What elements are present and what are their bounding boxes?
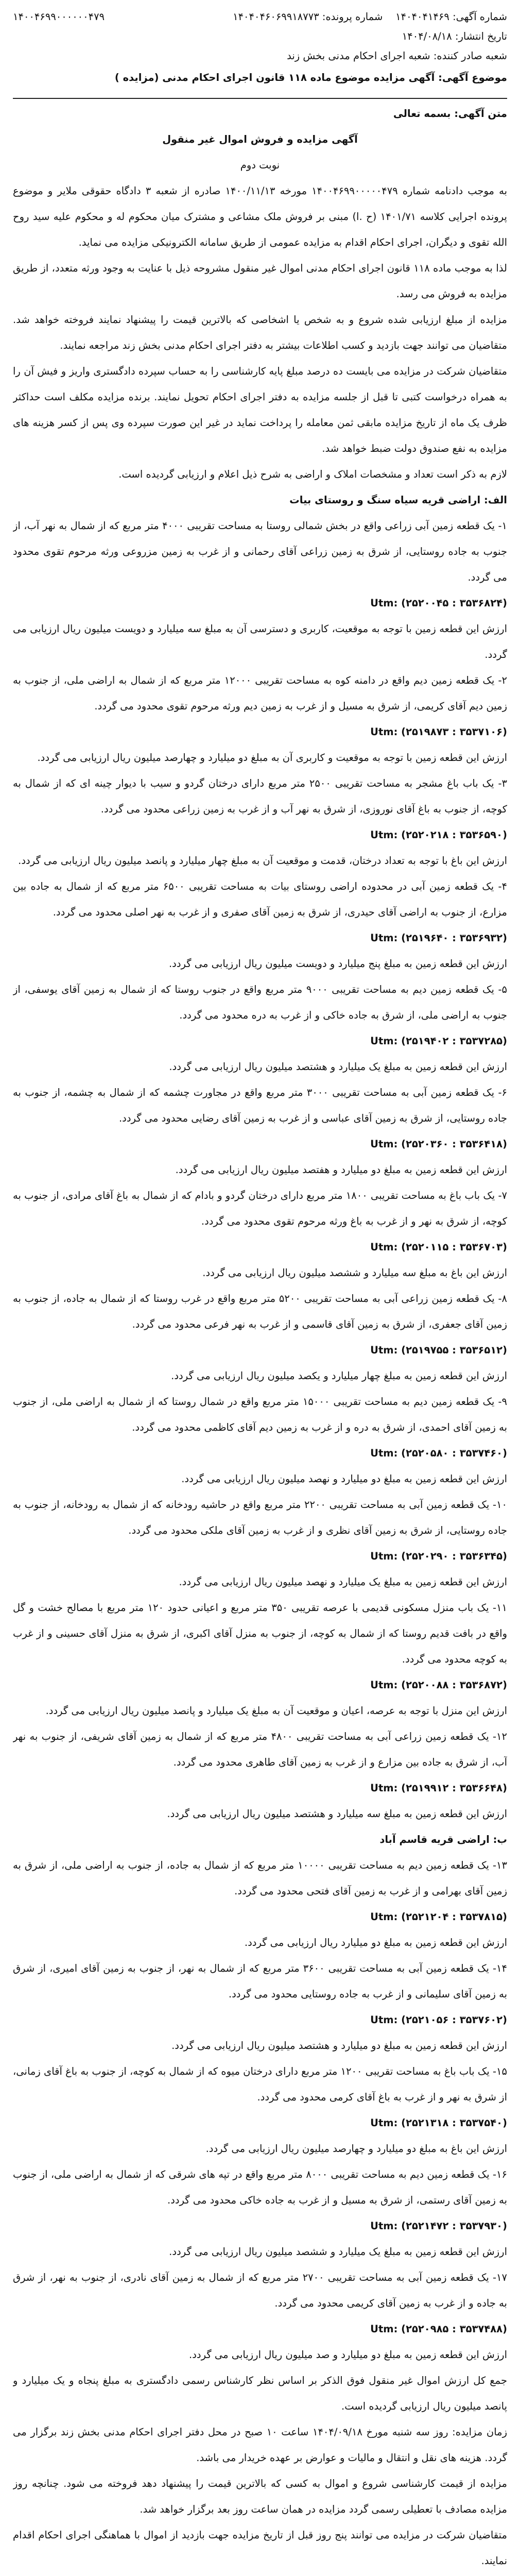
property-utm: Utm: (۲۵۲۰۳۶۰ : ۳۵۳۶۴۱۸) [370, 1138, 507, 1150]
property-utm: Utm: (۲۵۲۰۰۸۸ : ۳۵۳۶۸۷۲) [370, 1679, 507, 1691]
property-item-text: ۱- یک قطعه زمین آبی زراعی واقع در بخش شمالی روستا به مساحت تقریبی ۴۰۰۰ متر مربع که از شمال به نهر آب، از جنوب به جاده روستایی، از شرق به زمین زراعی آقای رحمانی و از غرب به زمین مزروعی ورثه مرحوم تقوی محدود می گردد. [13, 520, 507, 583]
property-utm: Utm: (۲۵۲۱۳۱۸ : ۳۵۳۷۵۴۰) [370, 2117, 507, 2129]
property-item-text: ۷- یک باب باغ به مساحت تقریبی ۱۸۰۰ متر مربع دارای درختان گردو و بادام که از شمال به باغ آقای مرادی، از جنوب به کوچه، از شرق به نهر و از غرب به باغ ورثه مرحوم تقوی محدود می گردد. [13, 1190, 507, 1227]
closing-paragraphs [13, 2368, 507, 2574]
property-item-text: ارزش این باغ با توجه به تعداد درختان، قدمت و موقعیت آن به مبلغ چهار میلیارد و پانصد میلیون ریال ارزیابی می گردد. [18, 855, 507, 867]
notice-paragraph: مزایده از مبلغ ارزیابی شده شروع و به شخص یا اشخاصی که بالاترین قیمت را پیشنهاد نمایند فروخته خواهد شد. متقاضیان می توانند جهت بازدید و کسب اطلاعات بیشتر به دفتر اجرای احکام مدنی بخش زند مراجعه نمایند. [13, 314, 507, 351]
notice-paragraph: متقاضیان شرکت در مزایده می توانند پنج روز قبل از تاریخ مزایده جهت بازدید از اموال با هماهنگی اجرای احکام اقدام نمایند. [13, 2529, 507, 2567]
property-item-text: ارزش این قطعه زمین با توجه به موقعیت و کاربری آن به مبلغ دو میلیارد و چهارصد میلیون ریال ارزیابی می گردد. [37, 752, 507, 764]
property-item-text: ارزش این قطعه زمین به مبلغ دو میلیارد ریال ارزیابی می گردد. [244, 1937, 507, 1948]
property-utm: Utm: (۲۵۲۰۲۱۸ : ۳۵۳۶۵۹۰) [370, 829, 507, 841]
property-utm: Utm: (۲۵۲۰۰۴۵ : ۳۵۳۶۸۲۴) [370, 597, 507, 609]
section-a-title: الف: اراضی قریه سیاه سنگ و روستای بیات [289, 494, 507, 506]
notice-paragraph: زمان مزایده: روز سه شنبه مورخ ۱۴۰۴/۰۹/۱۸ ساعت ۱۰ صبح در محل دفتر اجرای احکام مدنی بخش زند برگزار می گردد. هزینه های نقل و انتقال و مالیات و عوارض بر عهده خریدار می باشد. [13, 2426, 507, 2464]
property-item-text: ۳- یک باب باغ مشجر به مساحت تقریبی ۲۵۰۰ متر مربع دارای درختان گردو و سیب با دیوار چینه ای که از شمال به کوچه، از جنوب به باغ آقای نوروزی، از شرق به نهر آب و از غرب به زمین زراعی محدود می گردد. [13, 777, 507, 815]
property-item-text: ۱۰- یک قطعه زمین آبی به مساحت تقریبی ۲۲۰۰ متر مربع واقع در حاشیه رودخانه که از شمال به رودخانه، از جنوب به جاده روستایی، از شرق به زمین آقای نظری و از غرب به زمین آقای ملکی محدود می گردد. [13, 1499, 507, 1536]
file-no-label: شماره پرونده: [322, 11, 383, 23]
property-item-text: ارزش این قطعه زمین به مبلغ دو میلیارد و صد میلیون ریال ارزیابی می گردد. [189, 2349, 507, 2361]
intro-note: لازم به ذکر است تعداد و مشخصات املاک و اراضی به شرح ذیل اعلام و ارزیابی گردیده است. [118, 468, 507, 480]
notice-document [13, 7, 507, 2576]
body-label: متن آگهی: بسمه تعالی [393, 108, 507, 120]
property-item-text: ارزش این قطعه زمین به مبلغ یک میلیارد و هشتصد میلیون ریال ارزیابی می گردد. [169, 1061, 507, 1073]
notice-header [13, 7, 507, 95]
property-item-text: ۱۷- یک قطعه زمین آبی به مساحت تقریبی ۲۷۰۰ متر مربع که از شمال به زمین آقای نادری، از جنوب به نهر، از شرق به جاده و از غرب به زمین آقای کریمی محدود می گردد. [13, 2272, 507, 2309]
file-no: ۱۴۰۴۰۴۶۰۶۹۹۱۸۷۷۳ [233, 11, 319, 23]
notice-paragraph: به موجب دادنامه شماره ۱۴۰۰۴۶۹۹۰۰۰۰۰۴۷۹ مورخه ۱۴۰۰/۱۱/۱۳ صادره از شعبه ۳ دادگاه حقوقی ملایر و موضوع پرونده اجرایی کلاسه ۱۴۰۱/۷۱ (ح .ا) مبنی بر فروش ملک مشاعی و مشترک میان محکوم له و محکوم علیه سید روح الله تقوی و دیگران، اجرای احکام اقدام به مزایده عمومی از طریق سامانه الکترونیکی مزایده می نماید. [13, 185, 507, 248]
property-utm: Utm: (۲۵۱۹۶۴۰ : ۳۵۳۶۹۳۲) [370, 932, 507, 944]
property-utm: Utm: (۲۵۲۰۵۸۰ : ۳۵۳۷۴۶۰) [370, 1447, 507, 1459]
property-item-text: ارزش این قطعه زمین به مبلغ پنج میلیارد و دویست میلیون ریال ارزیابی می گردد. [168, 958, 507, 970]
property-item-text: ۵- یک قطعه زمین دیم به مساحت تقریبی ۹۰۰۰ متر مربع واقع در جنوب روستا که از شمال به زمین آقای یوسفی، از جنوب به اراضی ملی، از شرق به جاده خاکی و از غرب به دره محدود می گردد. [13, 984, 507, 1021]
property-item-text: ارزش این باغ به مبلغ دو میلیارد و چهارصد میلیون ریال ارزیابی می گردد. [205, 2143, 507, 2155]
property-item-text: ۶- یک قطعه زمین آبی به مساحت تقریبی ۳۰۰۰ متر مربع واقع در مجاورت چشمه که از شمال به چشمه، از جنوب به جاده روستایی، از شرق به زمین آقای عباسی و از غرب به زمین آقای رضایی محدود می گردد. [13, 1087, 507, 1124]
property-item-text: ۱۳- یک قطعه زمین دیم به مساحت تقریبی ۱۰۰۰۰ متر مربع که از شمال به جاده، از جنوب به اراضی ملی، از شرق به زمین آقای بهرامی و از غرب به زمین آقای فتحی محدود می گردد. [13, 1859, 507, 1897]
notice-paragraph: لذا به موجب ماده ۱۱۸ قانون اجرای احکام مدنی اموال غیر منقول مشروحه ذیل با عنایت به وجود ورثه متعدد، از طریق مزایده به فروش می رسد. [13, 262, 507, 300]
property-utm: Utm: (۲۵۱۹۹۱۲ : ۳۵۳۶۶۴۸) [370, 1782, 507, 1794]
items-section-a [13, 513, 507, 1827]
property-item-text: ارزش این قطعه زمین با توجه به موقعیت، کاربری و دسترسی آن به مبلغ سه میلیارد و دویست میلیون ریال ارزیابی می گردد. [13, 623, 507, 660]
property-item-text: ارزش این قطعه زمین به مبلغ چهار میلیارد و یکصد میلیون ریال ارزیابی می گردد. [171, 1370, 507, 1382]
property-item-text: ارزش این قطعه زمین به مبلغ دو میلیارد و هشتصد میلیون ریال ارزیابی می گردد. [171, 2040, 507, 2052]
header-extra-number: ۱۴۰۰۴۶۹۹۰۰۰۰۰۰۴۷۹ [13, 11, 105, 23]
intro-paragraphs [13, 178, 507, 462]
section-b-title: ب: اراضی قریه قاسم آباد [379, 1834, 507, 1845]
publish-date: ۱۴۰۴/۰۸/۱۸ [402, 30, 452, 42]
property-item-text: ارزش این باغ به مبلغ سه میلیارد و ششصد میلیون ریال ارزیابی می گردد. [202, 1267, 507, 1279]
property-item-text: ۲- یک قطعه زمین دیم واقع در دامنه کوه به مساحت تقریبی ۱۲۰۰۰ متر مربع که از شمال به اراضی ملی، از جنوب به زمین دیم آقای کریمی، از شرق به مسیل و از غرب به زمین دیم ورثه مرحوم تقوی محدود می گردد. [13, 674, 507, 712]
property-utm: Utm: (۲۵۲۱۰۵۶ : ۳۵۳۷۶۰۲) [370, 2014, 507, 2026]
case-no: ۱۴۰۴۰۴۱۴۶۹ [395, 11, 449, 23]
property-item-text: ۱۴- یک قطعه زمین آبی به مساحت تقریبی ۳۶۰۰ متر مربع که از شمال به نهر، از جنوب به زمین آقای امیری، از شرق به زمین آقای سلیمانی و از غرب به جاده روستایی محدود می گردد. [13, 1962, 507, 2000]
property-utm: Utm: (۲۵۲۱۴۷۲ : ۳۵۳۷۹۳۰) [370, 2220, 507, 2232]
property-utm: Utm: (۲۵۲۱۲۰۴ : ۳۵۳۷۸۱۵) [370, 1911, 507, 1923]
property-utm: Utm: (۲۵۱۹۸۷۳ : ۳۵۳۷۱۰۶) [370, 726, 507, 738]
property-item-text: ارزش این قطعه زمین به مبلغ یک میلیارد و نهصد میلیون ریال ارزیابی می گردد. [179, 1576, 507, 1588]
case-no-label: شماره آگهی: [453, 11, 507, 23]
property-utm: Utm: (۲۵۲۰۱۱۵ : ۳۵۳۶۷۰۳) [370, 1241, 507, 1253]
header-left [13, 7, 105, 27]
header-divider [13, 98, 507, 99]
notice-paragraph: مزایده از قیمت کارشناسی شروع و اموال به کسی که بالاترین قیمت را پیشنهاد دهد فروخته می شود. چنانچه روز مزایده مصادف با تعطیلی رسمی گردد مزایده در همان ساعت روز بعد برگزار خواهد شد. [13, 2478, 507, 2515]
property-item-text: ۱۱- یک باب منزل مسکونی قدیمی با عرصه تقریبی ۳۵۰ متر مربع و اعیانی حدود ۱۲۰ متر مربع با مصالح خشت و گل واقع در بافت قدیم روستا که از شمال به کوچه، از جنوب به منزل آقای اکبری، از شرق به منزل آقای حسینی و از غرب به کوچه محدود می گردد. [13, 1602, 507, 1665]
date-label: تاریخ انتشار: [455, 30, 507, 42]
property-item-text: ۱۶- یک قطعه زمین دیم به مساحت تقریبی ۸۰۰۰ متر مربع واقع در تپه های شرقی که از شمال به اراضی ملی، از جنوب به زمین آقای رستمی، از شرق به مسیل و از غرب به جاده خاکی محدود می گردد. [13, 2168, 507, 2206]
property-utm: Utm: (۲۵۱۹۷۵۵ : ۳۵۳۶۵۱۲) [370, 1344, 507, 1356]
items-section-b [13, 1853, 507, 2368]
property-item-text: ارزش این منزل با توجه به عرصه، اعیان و موقعیت آن به مبلغ یک میلیارد و پانصد میلیون ریال ارزیابی می گردد. [45, 1705, 507, 1717]
property-item-text: ارزش این قطعه زمین به مبلغ دو میلیارد و هفتصد میلیون ریال ارزیابی می گردد. [175, 1164, 507, 1176]
property-utm: Utm: (۲۵۱۹۴۰۲ : ۳۵۳۷۲۸۵) [370, 1035, 507, 1047]
issuer: شعبه اجرای احکام مدنی بخش زند [287, 50, 430, 62]
header-right [233, 7, 507, 66]
notice-subject: موضوع آگهی: آگهی مزایده موضوع ماده ۱۱۸ قانون اجرای احکام مدنی (مزایده ) [114, 72, 507, 83]
issuer-label: شعبه صادر کننده: [433, 50, 507, 62]
notice-round: نوبت دوم [240, 159, 280, 171]
property-item-text: ۴- یک قطعه زمین آبی در محدوده اراضی روستای بیات به مساحت تقریبی ۶۵۰۰ متر مربع که از شمال به جاده بین مزارع، از جنوب به اراضی آقای حیدری، از شرق به زمین آقای صفری و از غرب به نهر اصلی محدود می گردد. [13, 880, 507, 918]
property-item-text: ارزش این قطعه زمین به مبلغ دو میلیارد و نهصد میلیون ریال ارزیابی می گردد. [181, 1473, 507, 1485]
property-item-text: ارزش این قطعه زمین به مبلغ سه میلیارد و هشتصد میلیون ریال ارزیابی می گردد. [167, 1808, 507, 1820]
property-item-text: ۱۲- یک قطعه زمین زراعی آبی به مساحت تقریبی ۴۸۰۰ متر مربع که از شمال به زمین آقای شریفی، از جنوب به نهر آب، از شرق به جاده بین مزارع و از غرب به زمین آقای طاهری محدود می گردد. [13, 1731, 507, 1768]
property-item-text: ۱۵- یک باب باغ به مساحت تقریبی ۱۲۰۰ متر مربع دارای درختان میوه که از شمال به کوچه، از جنوب به باغ آقای زمانی، از شرق به نهر و از غرب به باغ آقای کرمی محدود می گردد. [13, 2065, 507, 2103]
signature [13, 2574, 507, 2576]
notice-title: آگهی مزایده و فروش اموال غیر منقول [162, 133, 358, 145]
notice-paragraph: جمع کل ارزش اموال غیر منقول فوق الذکر بر اساس نظر کارشناس رسمی دادگستری به مبلغ پنجاه و یک میلیارد و پانصد میلیون ریال ارزیابی گردیده است. [13, 2375, 507, 2412]
property-item-text: ارزش این قطعه زمین به مبلغ یک میلیارد و ششصد میلیون ریال ارزیابی می گردد. [169, 2246, 507, 2258]
property-item-text: ۹- یک قطعه زمین دیم به مساحت تقریبی ۱۵۰۰۰ متر مربع واقع در شمال روستا که از شمال به اراضی ملی، از جنوب به زمین آقای احمدی، از شرق به دره و از غرب به زمین دیم آقای کاظمی محدود می گردد. [13, 1396, 507, 1433]
notice-paragraph: متقاضیان شرکت در مزایده می بایست ده درصد مبلغ پایه کارشناسی را به حساب سپرده دادگستری واریز و فیش آن را به همراه درخواست کتبی تا قبل از جلسه مزایده به دفتر اجرای احکام تحویل نمایند. برنده مزایده مکلف است حداکثر ظرف یک ماه از تاریخ مزایده مابقی ثمن معامله را پرداخت نماید در غیر این صورت سپرده وی پس از کسر هزینه های مزایده به نفع صندوق دولت ضبط خواهد شد. [13, 365, 507, 454]
property-utm: Utm: (۲۵۲۰۹۸۵ : ۳۵۳۷۴۸۸) [370, 2323, 507, 2335]
property-utm: Utm: (۲۵۲۰۲۹۰ : ۳۵۳۶۳۴۵) [370, 1550, 507, 1562]
property-item-text: ۸- یک قطعه زمین زراعی آبی به مساحت تقریبی ۵۲۰۰ متر مربع واقع در غرب روستا که از شمال به جاده، از جنوب به زمین آقای جعفری، از شرق به زمین آقای قاسمی و از غرب به نهر فرعی محدود می گردد. [13, 1293, 507, 1330]
